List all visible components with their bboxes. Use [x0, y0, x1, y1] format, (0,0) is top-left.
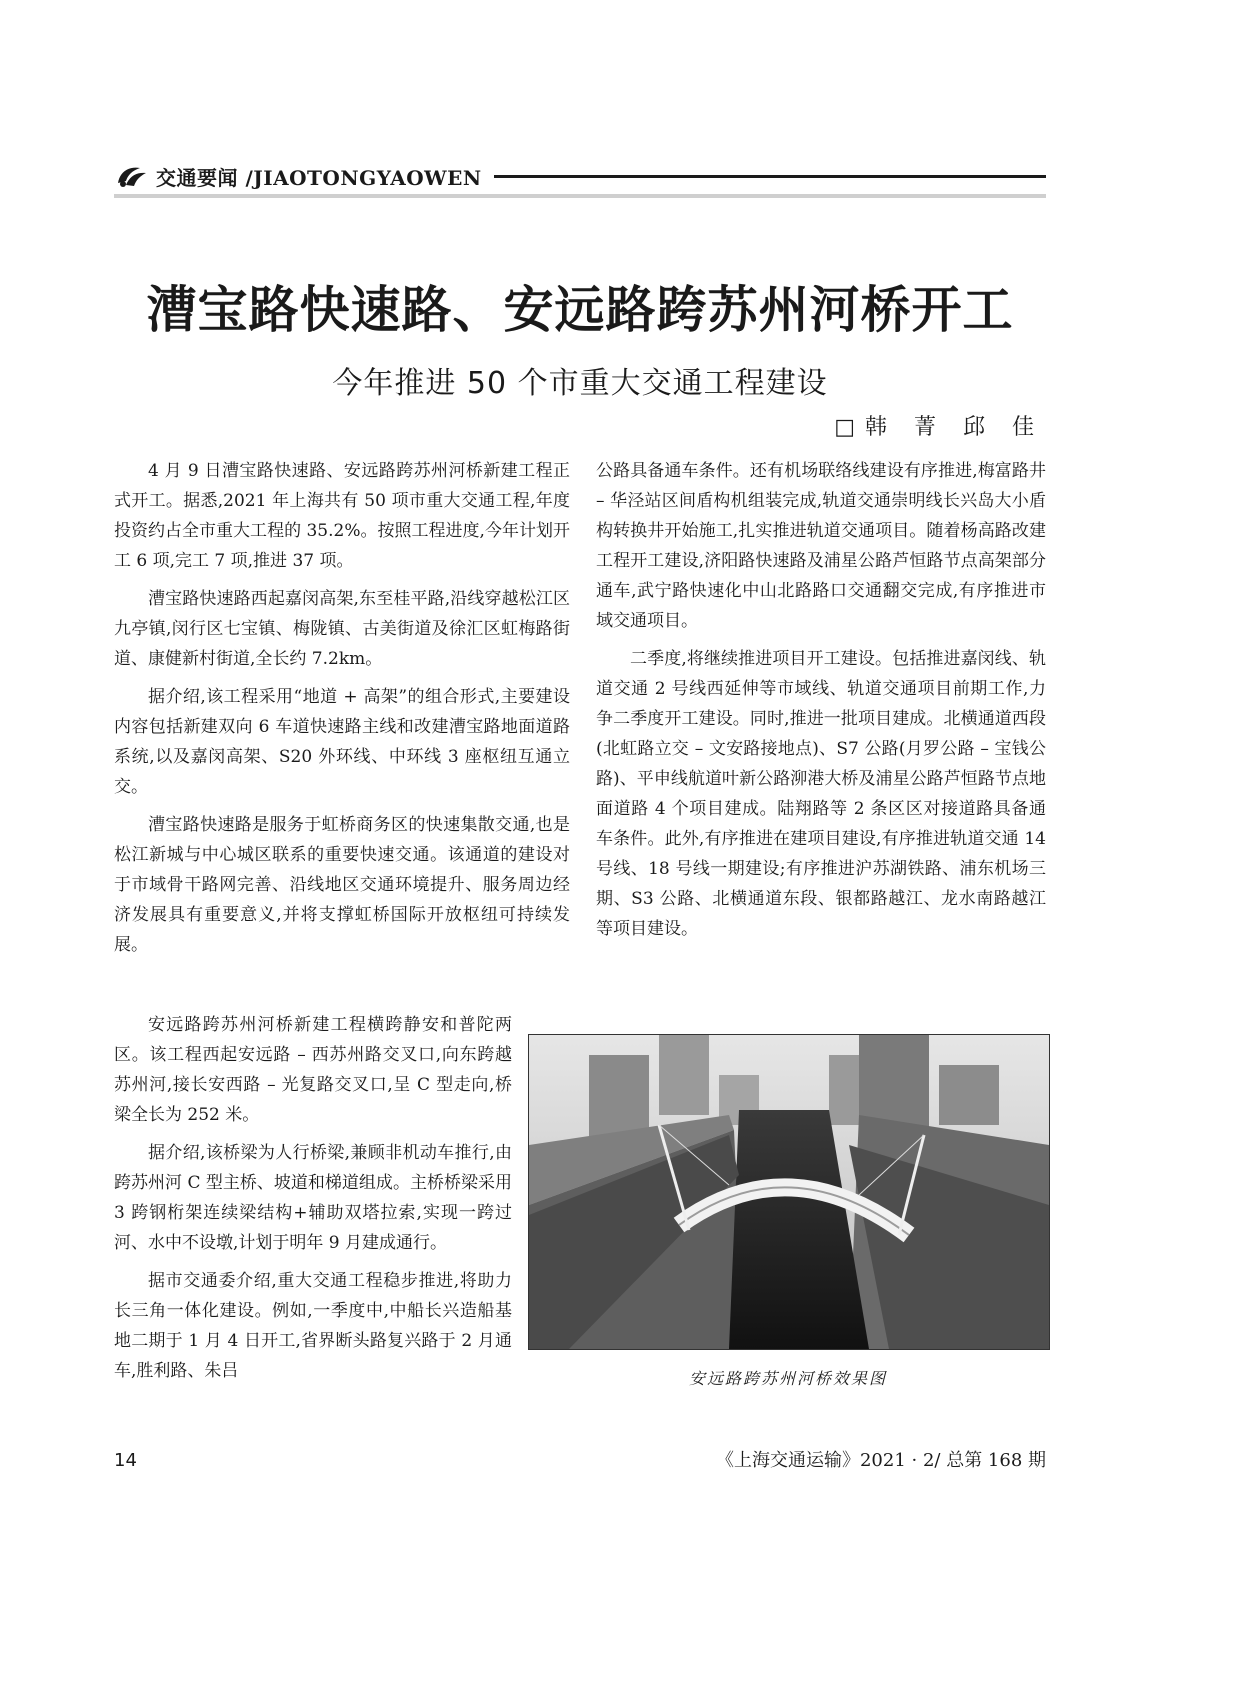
section-label: 交通要闻 /JIAOTONGYAOWEN — [156, 165, 482, 190]
journal-issue: 《上海交通运输》2021 · 2/ 总第 168 期 — [715, 1450, 1046, 1471]
article-column-right — [596, 456, 1046, 952]
paragraph: 据介绍,该桥梁为人行桥梁,兼顾非机动车推行,由跨苏州河 C 型主桥、坡道和梯道组成。主桥桥梁采用 3 跨钢桁架连续梁结构+辅助双塔拉索,实现一跨过河、水中不设墩,计划于明年 9 月建成通行。 — [114, 1143, 512, 1253]
paragraph: 漕宝路快速路是服务于虹桥商务区的快速集散交通,也是松江新城与中心城区联系的重要快速交通。该通道的建设对于市域骨干路网完善、沿线地区交通环境提升、服务周边经济发展具有重要意义,并将支撑虹桥国际开放枢纽可持续发展。 — [114, 815, 570, 955]
section-header — [114, 162, 1046, 190]
paragraph: 漕宝路快速路西起嘉闵高架,东至桂平路,沿线穿越松江区九亭镇,闵行区七宝镇、梅陇镇、古美街道及徐汇区虹梅路街道、康健新村街道,全长约 7.2km。 — [114, 589, 570, 669]
article-subtitle: 今年推进 50 个市重大交通工程建设 — [332, 366, 828, 401]
paragraph: 公路具备通车条件。还有机场联络线建设有序推进,梅富路井 – 华泾站区间盾构机组装完成,轨道交通崇明线长兴岛大小盾构转换井开始施工,扎实推进轨道交通项目。随着杨高路改建工程开工建设,济阳路快速路及浦星公路芦恒路节点高架部分通车,武宁路快速化中山北路路口交通翻交完成,有序推进市域交通项目。 — [596, 461, 1046, 631]
article-column-left-bottom — [114, 1010, 512, 1394]
section-divider-bar — [114, 194, 1046, 198]
page-number: 14 — [114, 1450, 137, 1471]
article-column-left-top — [114, 456, 570, 968]
journal-logo-icon — [114, 163, 148, 189]
bridge-rendering-image — [528, 1034, 1050, 1350]
article-byline: □韩 菁 邱 佳 — [834, 415, 1044, 440]
paragraph: 据介绍,该工程采用“地道 + 高架”的组合形式,主要建设内容包括新建双向 6 车道快速路主线和改建漕宝路地面道路系统,以及嘉闵高架、S20 外环线、中环线 3 座枢纽互通立交。 — [114, 687, 570, 797]
paragraph: 据市交通委介绍,重大交通工程稳步推进,将助力长三角一体化建设。例如,一季度中,中船长兴造船基地二期于 1 月 4 日开工,省界断头路复兴路于 2 月通车,胜利路、朱吕 — [114, 1271, 512, 1381]
paragraph: 4 月 9 日漕宝路快速路、安远路跨苏州河桥新建工程正式开工。据悉,2021 年上海共有 50 项市重大交通工程,年度投资约占全市重大工程的 35.2%。按照工程进度,今年计划开工 6 项,完工 7 项,推进 37 项。 — [114, 461, 570, 571]
article-title: 漕宝路快速路、安远路跨苏州河桥开工 — [146, 280, 1014, 339]
section-rule — [494, 175, 1046, 178]
paragraph: 二季度,将继续推进项目开工建设。包括推进嘉闵线、轨道交通 2 号线西延伸等市域线、轨道交通项目前期工作,力争二季度开工建设。同时,推进一批项目建成。北横通道西段(北虹路立交 – 文安路接地点)、S7 公路(月罗公路 – 宝钱公路)、平申线航道叶新公路泖港大桥及浦星公路芦恒路节点地面道路 4 个项目建成。陆翔路等 2 条区区对接道路具备通车条件。此外,有序推进在建项目建设,有序推进轨道交通 14 号线、18 号线一期建设;有序推进沪苏湖铁路、浦东机场三期、S3 公路、北横通道东段、银都路越江、龙水南路越江等项目建设。 — [596, 649, 1046, 939]
photo-caption: 安远路跨苏州河桥效果图 — [688, 1369, 887, 1388]
paragraph: 安远路跨苏州河桥新建工程横跨静安和普陀两区。该工程西起安远路 – 西苏州路交叉口,向东跨越苏州河,接长安西路 – 光复路交叉口,呈 C 型走向,桥梁全长为 252 米。 — [114, 1015, 512, 1125]
